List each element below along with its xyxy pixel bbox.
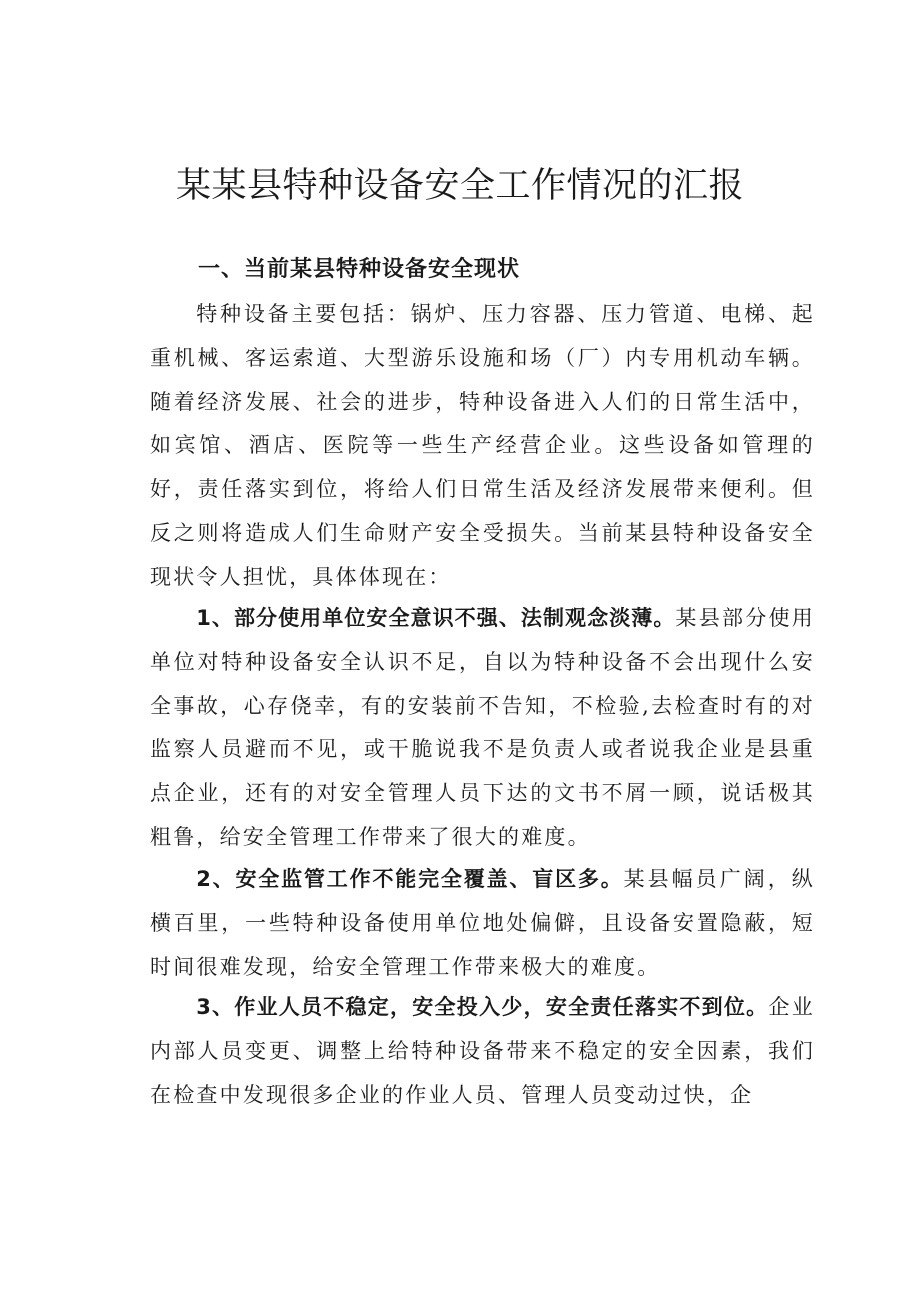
paragraph-item-1 [150,597,815,860]
item-1-lead: 1、部分使用单位安全意识不强、法制观念淡薄。 [196,606,676,630]
item-3-text: 企业内部人员变更、调整上给特种设备带来不稳定的安全因素，我们在检查中发现很多企业的作业人员、管理人员变动过快，企 [150,995,815,1107]
document-title: 某某县特种设备安全工作情况的汇报 [175,166,744,206]
item-2-text: 某县幅员广阔，纵横百里，一些特种设备使用单位地处偏僻，且设备安置隐蔽，短时间很难发现，给安全管理工作带来极大的难度。 [150,867,815,979]
item-2-lead: 2、安全监管工作不能完全覆盖、盲区多。 [196,867,624,891]
paragraph-item-2 [150,858,815,989]
paragraph-item-3 [150,986,815,1117]
section-heading: 一、当前某县特种设备安全现状 [198,257,521,282]
item-3-lead: 3、作业人员不稳定，安全投入少，安全责任落实不到位。 [196,995,769,1019]
item-1-text: 某县部分使用单位对特种设备安全认识不足，自以为特种设备不会出现什么安全事故，心存侥幸，有的安装前不告知，不检验,去检查时有的对监察人员避而不见，或干脆说我不是负责人或者说我企业是县重点企业，还有的对安全管理人员下达的文书不屑一顾，说话极其粗鲁，给安全管理工作带来了很大的难度。 [150,606,815,849]
paragraph-intro: 特种设备主要包括：锅炉、压力容器、压力管道、电梯、起重机械、客运索道、大型游乐设施和场（厂）内专用机动车辆。随着经济发展、社会的进步，特种设备进入人们的日常生活中，如宾馆、酒店、医院等一些生产经营企业。这些设备如管理的好，责任落实到位，将给人们日常生活及经济发展带来便利。但反之则将造成人们生命财产安全受损失。当前某县特种设备安全现状令人担忧，具体体现在： [150,302,815,589]
